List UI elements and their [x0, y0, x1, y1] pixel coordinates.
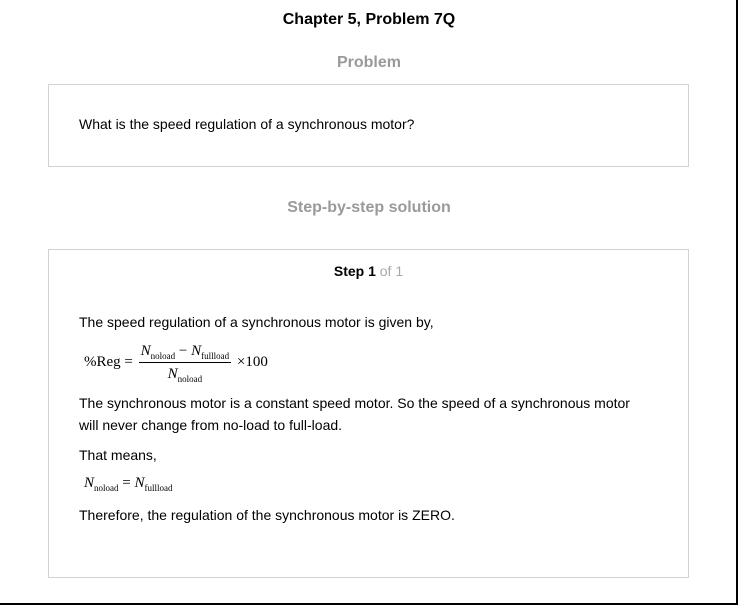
problem-text: What is the speed regulation of a synchronous motor?: [79, 116, 415, 132]
formula-numerator: $N_{noload} - N_{fullload}$: [140, 343, 230, 361]
intro-paragraph: The speed regulation of a synchronous motor is given by,: [79, 314, 434, 330]
step-header: [49, 263, 688, 279]
formula-equals: =: [124, 353, 133, 370]
step-total: of 1: [379, 263, 404, 279]
constant-speed-paragraph: The synchronous motor is a constant speed motor. So the speed of a synchronous motor will never change from no-load to full-load.: [79, 395, 630, 433]
solution-box: [48, 249, 689, 578]
step-label: Step 1: [333, 263, 376, 279]
formula-lhs: %Reg: [84, 353, 121, 370]
problem-heading: Problem: [336, 54, 401, 71]
problem-box: [48, 84, 689, 167]
formula-denominator: $N_{noload}$: [167, 366, 203, 384]
solution-heading: Step-by-step solution: [287, 199, 451, 216]
equal-speed-formula: $N_{noload} = N_{fullload}$: [84, 475, 173, 493]
that-means-text: That means,: [79, 447, 157, 463]
page-title: Chapter 5, Problem 7Q: [282, 11, 456, 28]
formula-times-100: ×100: [236, 353, 268, 370]
conclusion-paragraph: Therefore, the regulation of the synchronous motor is ZERO.: [79, 507, 455, 523]
formula-fraction: [139, 342, 232, 383]
speed-regulation-formula: [84, 342, 268, 383]
